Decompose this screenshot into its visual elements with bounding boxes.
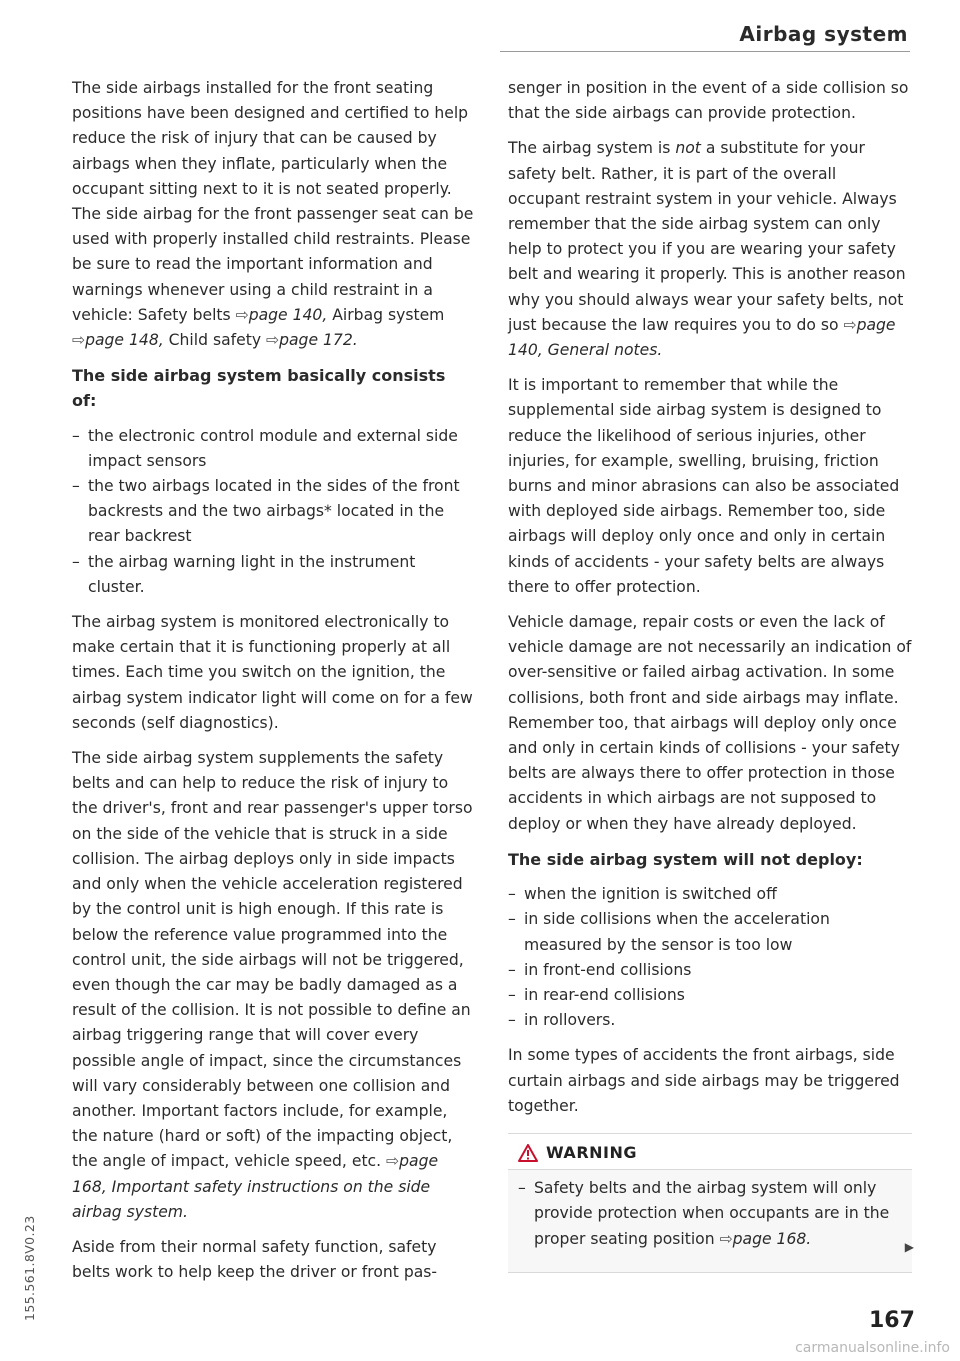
continue-arrow-icon: ▶ [904, 1239, 914, 1254]
page-number: 167 [869, 1308, 915, 1333]
arrow-icon: ⇨ [386, 1152, 400, 1171]
left-paragraph-2: The airbag system is monitored electronically to make certain that it is functioning properly at all times. Each time you switch on the ignition, the airbag system indicator light will come on for a few seconds (self diagnostics). [72, 613, 473, 732]
header-rule [500, 51, 910, 52]
left-paragraph-3: The side airbag system supplements the safety belts and can help to reduce the risk of injury to the driver's, front and rear passenger's upper torso on the side of the vehicle that is struck in a side collision. The airbag deploys only in side impacts and only when the vehicle acceleration registered by the control unit is high enough. If this rate is below the reference value programmed into the control unit, the side airbags will not be triggered, even though the car may be badly damaged as a result of the collision. It is not possible to define an airbag triggering range that will cover every possible angle of impact, since the circumstances will vary considerably between one collision and another. Important factors include, for example, the nature (hard or soft) of the impacting object, the angle of impact, vehicle speed, etc. ⇨page 168, Important safety instructions on the side airbag system. [72, 749, 473, 1221]
left-paragraph-1: The side airbags installed for the front seating positions have been designed and certified to help reduce the risk of injury that can be caused by airbags when they inflate, particularly when the occupant sitting next to it is not seated properly. The side airbag for the front passenger seat can be used with properly installed child restraints. Please be sure to read the important information and warnings whenever using a child restraint in a vehicle: Safety belts ⇨page 140, Airbag system ⇨page 148, Child safety ⇨page 172. [72, 79, 474, 350]
warning-triangle-dot [527, 1157, 529, 1159]
components-list [72, 424, 475, 600]
watermark: carmanualsonline.info [795, 1340, 950, 1356]
warning-header [508, 1134, 912, 1170]
document-code: 155.561.8V0.23 [22, 1215, 37, 1321]
no-deploy-list [508, 882, 912, 1033]
list-item: – in rollovers. [508, 1008, 912, 1033]
warning-title: WARNING [546, 1142, 637, 1162]
left-column [72, 76, 475, 1295]
left-subheading: The side airbag system basically consists of: [72, 366, 446, 411]
right-column [508, 76, 912, 1273]
list-item: – when the ignition is switched off [508, 882, 912, 907]
right-paragraph-5: In some types of accidents the front airbags, side curtain airbags and side airbags may be triggered together. [508, 1046, 900, 1115]
warning-item: – Safety belts and the airbag system will only provide protection when occupants are in the proper seating position ⇨page 168. [518, 1176, 902, 1252]
list-item: – the airbag warning light in the instrument cluster. [72, 550, 475, 600]
list-item: – in side collisions when the acceleration measured by the sensor is too low [508, 907, 912, 957]
warning-triangle-bar [527, 1150, 529, 1156]
warning-list [518, 1176, 902, 1252]
arrow-icon: ⇨ [719, 1229, 733, 1248]
left-paragraph-4: Aside from their normal safety function, safety belts work to help keep the driver or front pas- [72, 1237, 438, 1282]
right-paragraph-3: It is important to remember that while the supplemental side airbag system is designed to reduce the likelihood of serious injuries, other injuries, for example, swelling, bruising, friction burns and minor abrasions can also be associated with deployed side airbags. Remember too, side airbags will deploy only once and only in certain kinds of accidents - your safety belts are always there to offer protection. [508, 376, 900, 596]
page-ref-link[interactable]: page 148, [85, 331, 164, 350]
page-ref-link[interactable]: page 168. [732, 1229, 812, 1248]
warning-box [508, 1133, 912, 1273]
page-ref-link[interactable]: page 140, General notes. [508, 315, 896, 360]
page-ref-link[interactable]: page 172. [279, 331, 358, 350]
arrow-icon: ⇨ [843, 315, 857, 334]
warning-triangle-icon [518, 1144, 538, 1162]
arrow-icon: ⇨ [72, 331, 86, 350]
list-item: – in rear-end collisions [508, 983, 912, 1008]
right-paragraph-4: Vehicle damage, repair costs or even the lack of vehicle damage are not necessarily an indication of over-sensitive or failed airbag activation. In some collisions, both front and side airbags may inflate. Remember too, that airbags will deploy only once and only in certain kinds of collisions - your safety belts are always there to offer protection in those accidents in which airbags are not supposed to deploy or when they have already deployed. [508, 613, 912, 833]
list-item: – in front-end collisions [508, 958, 912, 983]
arrow-icon: ⇨ [235, 305, 249, 324]
right-subheading: The side airbag system will not deploy: [508, 849, 863, 869]
list-item: – the electronic control module and external side impact sensors [72, 424, 475, 474]
right-paragraph-2: The airbag system is not a substitute for your safety belt. Rather, it is part of the overall occupant restraint system in your vehicle. Always remember that the side airbag system can only help to protect you if you are wearing your safety belt and wearing it properly. This is another reason why you should always wear your safety belts, not just because the law requires you to do so ⇨page 140, General notes. [508, 139, 906, 360]
section-header-title: Airbag system [739, 22, 908, 46]
list-item: – the two airbags located in the sides of the front backrests and the two airbags* located in the rear backrest [72, 474, 475, 550]
page-ref-link[interactable]: page 140, [248, 305, 328, 324]
page-ref-link[interactable]: page 168, Important safety instructions on the side airbag system. [72, 1152, 439, 1221]
arrow-icon: ⇨ [266, 331, 280, 350]
right-paragraph-1: senger in position in the event of a side collision so that the side airbags can provide protection. [508, 79, 909, 123]
